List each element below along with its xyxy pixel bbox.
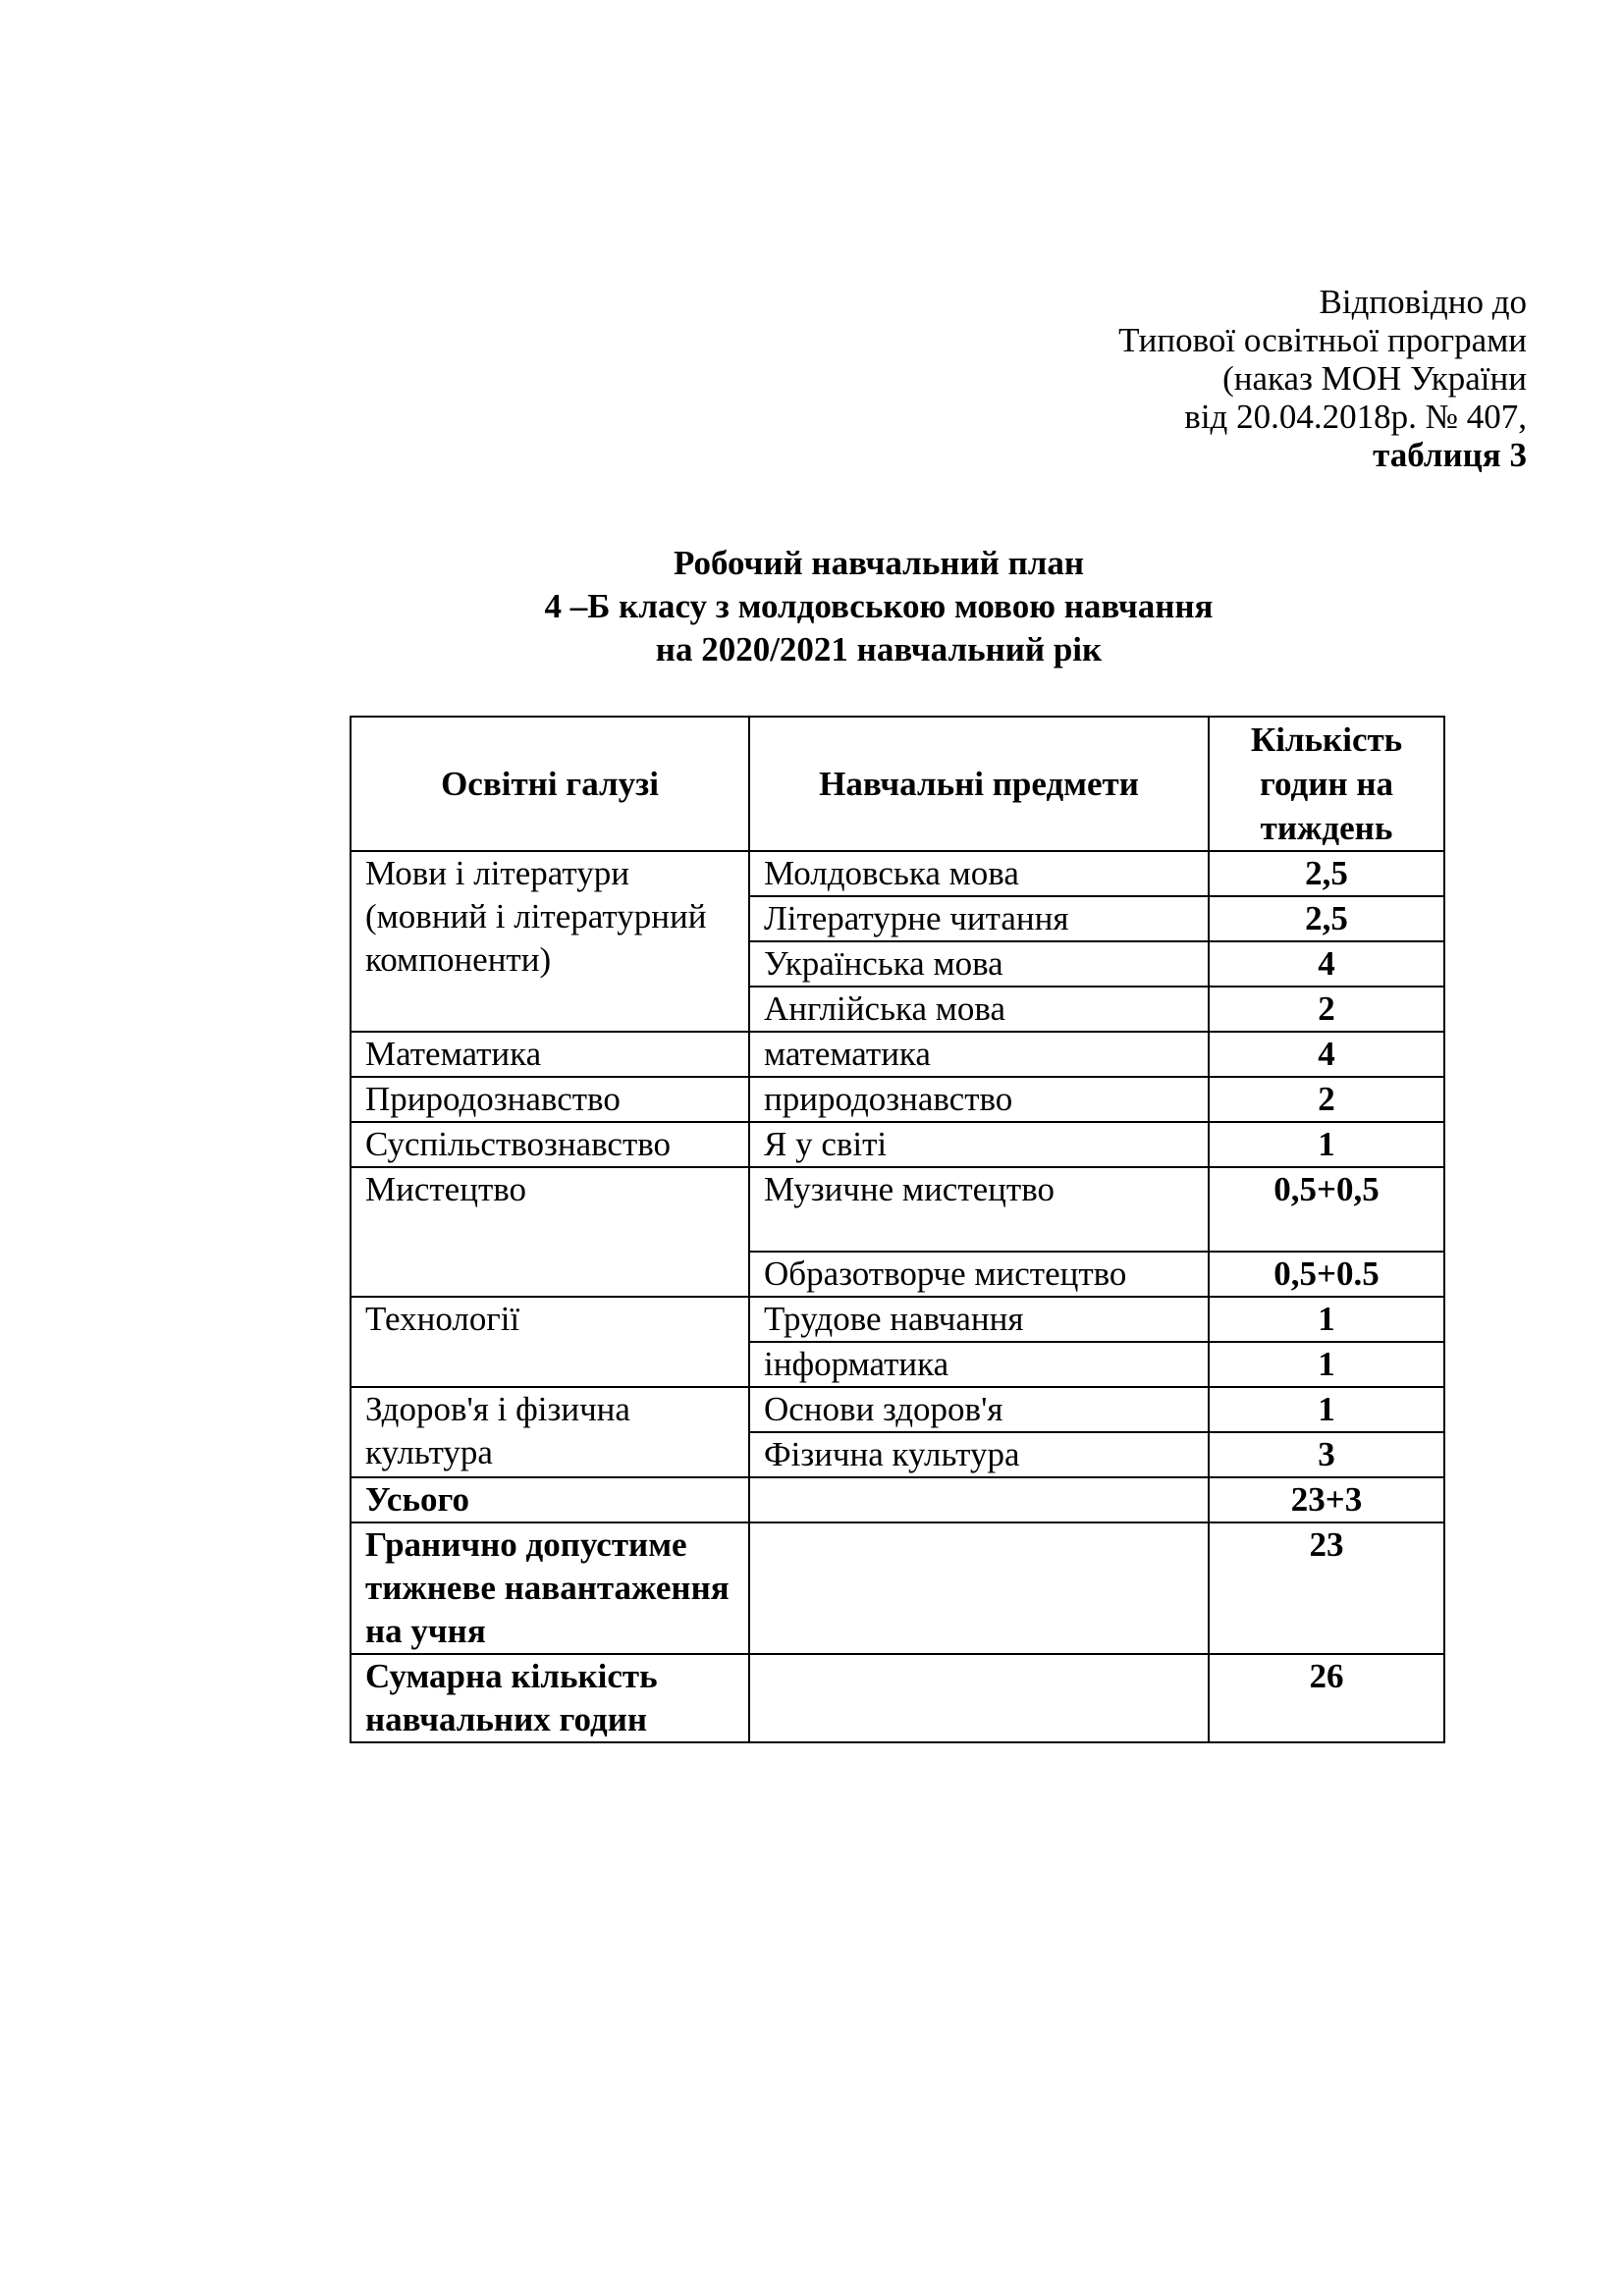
subject-cell: Основи здоров'я	[749, 1387, 1209, 1432]
total-label: Усього	[351, 1477, 749, 1522]
table-row	[351, 1122, 1444, 1167]
reference-block	[1118, 283, 1527, 474]
area-cell: Мови і літератури (мовний і літературний компоненти)	[351, 851, 749, 1032]
subject-cell: інформатика	[749, 1342, 1209, 1387]
hours-cell: 4	[1209, 941, 1444, 987]
total-row	[351, 1654, 1444, 1742]
reference-line: від 20.04.2018р. № 407,	[1184, 398, 1527, 436]
hours-cell: 1	[1209, 1342, 1444, 1387]
area-cell: Здоров'я і фізична культура	[351, 1387, 749, 1477]
subject-cell: Молдовська мова	[749, 851, 1209, 896]
total-value: 23+3	[1209, 1477, 1444, 1522]
hours-cell: 4	[1209, 1032, 1444, 1077]
subject-cell: математика	[749, 1032, 1209, 1077]
title-line: 4 –Б класу з молдовською мовою навчання	[544, 587, 1214, 625]
hours-cell: 2	[1209, 987, 1444, 1032]
total-row	[351, 1522, 1444, 1654]
total-value: 23	[1209, 1522, 1444, 1654]
table-row	[351, 1387, 1444, 1432]
area-cell: Суспільствознавство	[351, 1122, 749, 1167]
subject-cell: Англійська мова	[749, 987, 1209, 1032]
subject-cell: Я у світі	[749, 1122, 1209, 1167]
subject-cell: Літературне читання	[749, 896, 1209, 941]
empty-cell	[749, 1654, 1209, 1742]
document-title	[0, 542, 1624, 671]
hours-cell: 2,5	[1209, 851, 1444, 896]
hours-cell: 2,5	[1209, 896, 1444, 941]
curriculum-table	[350, 716, 1445, 1743]
total-label: Гранично допустиме тижневе навантаження на учня	[351, 1522, 749, 1654]
empty-cell	[749, 1522, 1209, 1654]
total-value: 26	[1209, 1654, 1444, 1742]
subject-cell: Музичне мистецтво	[749, 1167, 1209, 1252]
area-cell: Природознавство	[351, 1077, 749, 1122]
total-row	[351, 1477, 1444, 1522]
header-hours: Кількість годин на тиждень	[1209, 717, 1444, 851]
hours-cell: 1	[1209, 1297, 1444, 1342]
reference-line: Типової освітньої програми	[1118, 321, 1527, 359]
title-line: на 2020/2021 навчальний рік	[655, 630, 1103, 668]
subject-cell: Трудове навчання	[749, 1297, 1209, 1342]
total-label: Сумарна кількість навчальних годин	[351, 1654, 749, 1742]
subject-cell: Фізична культура	[749, 1432, 1209, 1477]
hours-cell: 2	[1209, 1077, 1444, 1122]
hours-cell: 0,5+0.5	[1209, 1252, 1444, 1297]
empty-cell	[749, 1477, 1209, 1522]
table-header-row	[351, 717, 1444, 851]
hours-cell: 1	[1209, 1387, 1444, 1432]
hours-cell: 3	[1209, 1432, 1444, 1477]
hours-cell: 1	[1209, 1122, 1444, 1167]
hours-cell: 0,5+0,5	[1209, 1167, 1444, 1252]
subject-cell: Образотворче мистецтво	[749, 1252, 1209, 1297]
table-row	[351, 851, 1444, 896]
table-row	[351, 1167, 1444, 1252]
table-row	[351, 1077, 1444, 1122]
subject-cell: Українська мова	[749, 941, 1209, 987]
header-area: Освітні галузі	[351, 717, 749, 851]
reference-line: (наказ МОН України	[1222, 359, 1527, 398]
area-cell: Математика	[351, 1032, 749, 1077]
title-line: Робочий навчальний план	[673, 544, 1085, 582]
subject-cell: природознавство	[749, 1077, 1209, 1122]
table-row	[351, 1032, 1444, 1077]
table-row	[351, 1297, 1444, 1342]
area-cell: Мистецтво	[351, 1167, 749, 1297]
reference-line: Відповідно до	[1319, 283, 1527, 321]
header-subject: Навчальні предмети	[749, 717, 1209, 851]
reference-table-number: таблиця 3	[1373, 436, 1527, 474]
area-cell: Технології	[351, 1297, 749, 1387]
